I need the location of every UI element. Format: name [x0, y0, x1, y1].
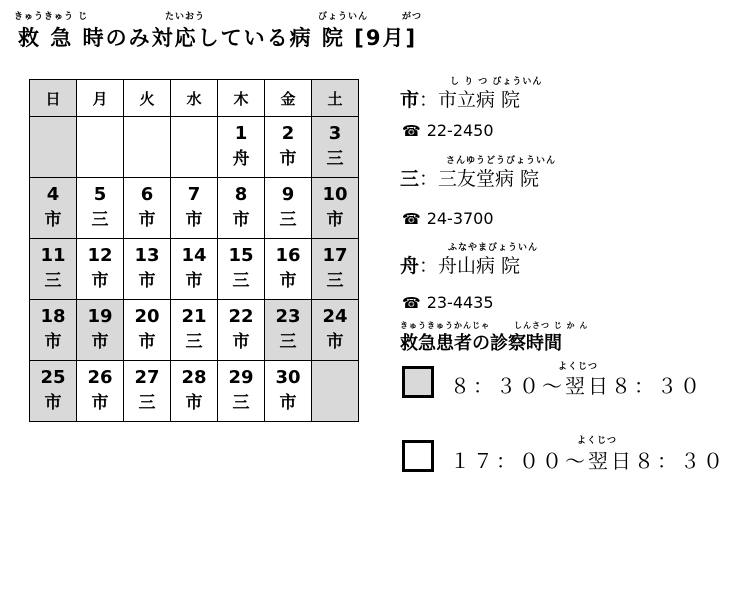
weekday-header-row — [30, 80, 359, 117]
legend-shiritsu — [400, 85, 520, 112]
phone-number: 23-4435 — [426, 293, 494, 312]
on-duty-hospital: 市 — [232, 210, 250, 230]
calendar-day-cell — [77, 178, 124, 239]
on-duty-hospital: 市 — [91, 393, 109, 413]
calendar-day-cell — [265, 361, 312, 422]
on-duty-hospital: 三 — [44, 271, 62, 291]
hours-legend-grey-box — [402, 366, 434, 398]
on-duty-hospital: 市 — [185, 271, 203, 291]
on-duty-hospital: 市 — [232, 332, 250, 352]
on-duty-hospital: 三 — [185, 332, 203, 352]
calendar-day-cell — [124, 361, 171, 422]
day-number: 11 — [40, 245, 66, 266]
calendar-day-cell — [218, 300, 265, 361]
calendar-day-cell — [30, 117, 77, 178]
hours-heading-ruby-shinsatsujikan: しんさつ じ か ん — [514, 321, 589, 330]
day-number: 26 — [87, 367, 113, 388]
calendar-day-cell — [312, 178, 359, 239]
legend-name: ：三友堂病 院 — [419, 168, 540, 190]
hours-heading-ruby-kyukyukanja: きゅうきゅうかんじゃ — [400, 321, 490, 330]
phone-number: 22-2450 — [426, 121, 494, 140]
calendar-day-cell — [30, 239, 77, 300]
day-number: 21 — [181, 306, 207, 327]
phone-sanyudo — [402, 209, 494, 228]
on-duty-hospital: 三 — [232, 271, 250, 291]
calendar-day-cell — [30, 178, 77, 239]
calendar-day-cell — [77, 239, 124, 300]
legend-key: 市 — [400, 89, 420, 111]
day-number: 6 — [140, 184, 154, 205]
calendar-day-cell — [312, 300, 359, 361]
weekday-tue: 火 — [124, 80, 171, 117]
on-duty-hospital: 市 — [138, 271, 156, 291]
weekday-mon: 月 — [77, 80, 124, 117]
day-number: 29 — [228, 367, 254, 388]
day-number: 10 — [322, 184, 348, 205]
calendar-day-cell — [171, 300, 218, 361]
calendar-day-cell — [124, 178, 171, 239]
weekday-thu: 木 — [218, 80, 265, 117]
weekday-sat: 土 — [312, 80, 359, 117]
phone-shiritsu — [402, 121, 494, 140]
calendar-day-cell — [171, 239, 218, 300]
calendar-week-row — [30, 178, 359, 239]
on-duty-hospital: 市 — [91, 271, 109, 291]
day-number: 16 — [275, 245, 301, 266]
weekday-sun: 日 — [30, 80, 77, 117]
on-duty-hospital: 三 — [326, 271, 344, 291]
day-number: 18 — [40, 306, 66, 327]
on-duty-hospital: 市 — [138, 332, 156, 352]
title-ruby-byouin: びょういん — [318, 12, 369, 22]
legend-ruby-sanyudo: さんゆうどうびょういん — [446, 156, 557, 166]
on-duty-hospital: 市 — [279, 393, 297, 413]
day-number: 28 — [181, 367, 207, 388]
weekday-wed: 水 — [171, 80, 218, 117]
calendar-day-cell — [77, 117, 124, 178]
hours-legend-white-box — [402, 440, 434, 472]
calendar-day-cell — [124, 300, 171, 361]
calendar-week-row — [30, 361, 359, 422]
telephone-icon: ☎ — [402, 294, 421, 312]
on-duty-hospital: 舟 — [232, 149, 250, 169]
calendar-day-cell — [218, 117, 265, 178]
day-number: 22 — [228, 306, 254, 327]
page-title: 救 急 時のみ対応している病 院 [9月] — [18, 26, 418, 50]
calendar-day-cell — [312, 117, 359, 178]
calendar-day-cell — [171, 117, 218, 178]
hours-weekend: ８：３０～翌日８：３０ — [450, 374, 703, 398]
on-duty-hospital: 三 — [138, 393, 156, 413]
calendar-day-cell — [312, 239, 359, 300]
hours-ruby-yokujitsu: よくじつ — [577, 436, 618, 446]
legend-ruby-funayama: ふなやまびょういん — [448, 243, 539, 253]
day-number: 7 — [187, 184, 201, 205]
calendar-day-cell — [218, 239, 265, 300]
on-duty-hospital: 市 — [138, 210, 156, 230]
emergency-calendar — [29, 79, 359, 422]
title-ruby-taiou: たいおう — [165, 12, 206, 22]
on-duty-hospital: 市 — [326, 332, 344, 352]
phone-funayama — [402, 293, 494, 312]
calendar-week-row — [30, 300, 359, 361]
on-duty-hospital: 三 — [279, 210, 297, 230]
day-number: 27 — [134, 367, 160, 388]
hours-weekday: １７：００～翌日８：３０ — [450, 449, 726, 473]
calendar-day-cell — [265, 239, 312, 300]
legend-key: 舟 — [400, 255, 420, 277]
title-ruby-gatsu: がつ — [402, 12, 423, 22]
on-duty-hospital: 三 — [91, 210, 109, 230]
day-number: 19 — [87, 306, 113, 327]
calendar-day-cell — [171, 361, 218, 422]
day-number: 20 — [134, 306, 160, 327]
telephone-icon: ☎ — [402, 210, 421, 228]
day-number: 9 — [281, 184, 295, 205]
on-duty-hospital: 市 — [91, 332, 109, 352]
legend-sanyudo — [400, 164, 539, 191]
day-number: 24 — [322, 306, 348, 327]
day-number: 8 — [234, 184, 248, 205]
on-duty-hospital: 市 — [279, 271, 297, 291]
calendar-day-cell — [265, 300, 312, 361]
calendar-day-cell — [124, 117, 171, 178]
day-number: 25 — [40, 367, 66, 388]
day-number: 17 — [322, 245, 348, 266]
on-duty-hospital: 市 — [185, 393, 203, 413]
day-number: 13 — [134, 245, 160, 266]
hours-ruby-yokujitsu: よくじつ — [558, 362, 599, 372]
day-number: 14 — [181, 245, 207, 266]
calendar-week-row — [30, 239, 359, 300]
day-number: 23 — [275, 306, 301, 327]
on-duty-hospital: 市 — [44, 210, 62, 230]
calendar-week-row — [30, 117, 359, 178]
calendar-day-cell — [218, 178, 265, 239]
on-duty-hospital: 市 — [279, 149, 297, 169]
calendar-day-cell — [218, 361, 265, 422]
day-number: 2 — [281, 123, 295, 144]
weekday-fri: 金 — [265, 80, 312, 117]
day-number: 30 — [275, 367, 301, 388]
on-duty-hospital: 三 — [326, 149, 344, 169]
calendar-day-cell — [77, 361, 124, 422]
day-number: 1 — [234, 123, 248, 144]
on-duty-hospital: 市 — [185, 210, 203, 230]
calendar-day-cell — [30, 300, 77, 361]
day-number: 5 — [93, 184, 107, 205]
on-duty-hospital: 三 — [232, 393, 250, 413]
calendar-day-cell — [265, 117, 312, 178]
on-duty-hospital: 市 — [44, 332, 62, 352]
on-duty-hospital: 市 — [326, 210, 344, 230]
calendar-day-cell — [124, 239, 171, 300]
legend-name: ：舟山病 院 — [419, 255, 521, 277]
day-number: 12 — [87, 245, 113, 266]
day-number: 15 — [228, 245, 254, 266]
calendar-day-cell — [77, 300, 124, 361]
calendar-day-cell — [30, 361, 77, 422]
hours-heading: 救急患者の診察時間 — [400, 333, 562, 354]
calendar-day-cell — [265, 178, 312, 239]
on-duty-hospital: 三 — [279, 332, 297, 352]
title-ruby-kyukyuji: きゅうきゅう じ — [14, 12, 89, 22]
phone-number: 24-3700 — [426, 209, 494, 228]
legend-funayama — [400, 251, 520, 278]
legend-name: ：市立病 院 — [419, 89, 521, 111]
calendar-day-cell — [312, 361, 359, 422]
calendar-day-cell — [171, 178, 218, 239]
day-number: 3 — [328, 123, 342, 144]
day-number: 4 — [46, 184, 60, 205]
legend-ruby-shiritsu: し り つ びょういん — [450, 77, 543, 87]
legend-key: 三 — [400, 168, 420, 190]
telephone-icon: ☎ — [402, 122, 421, 140]
on-duty-hospital: 市 — [44, 393, 62, 413]
